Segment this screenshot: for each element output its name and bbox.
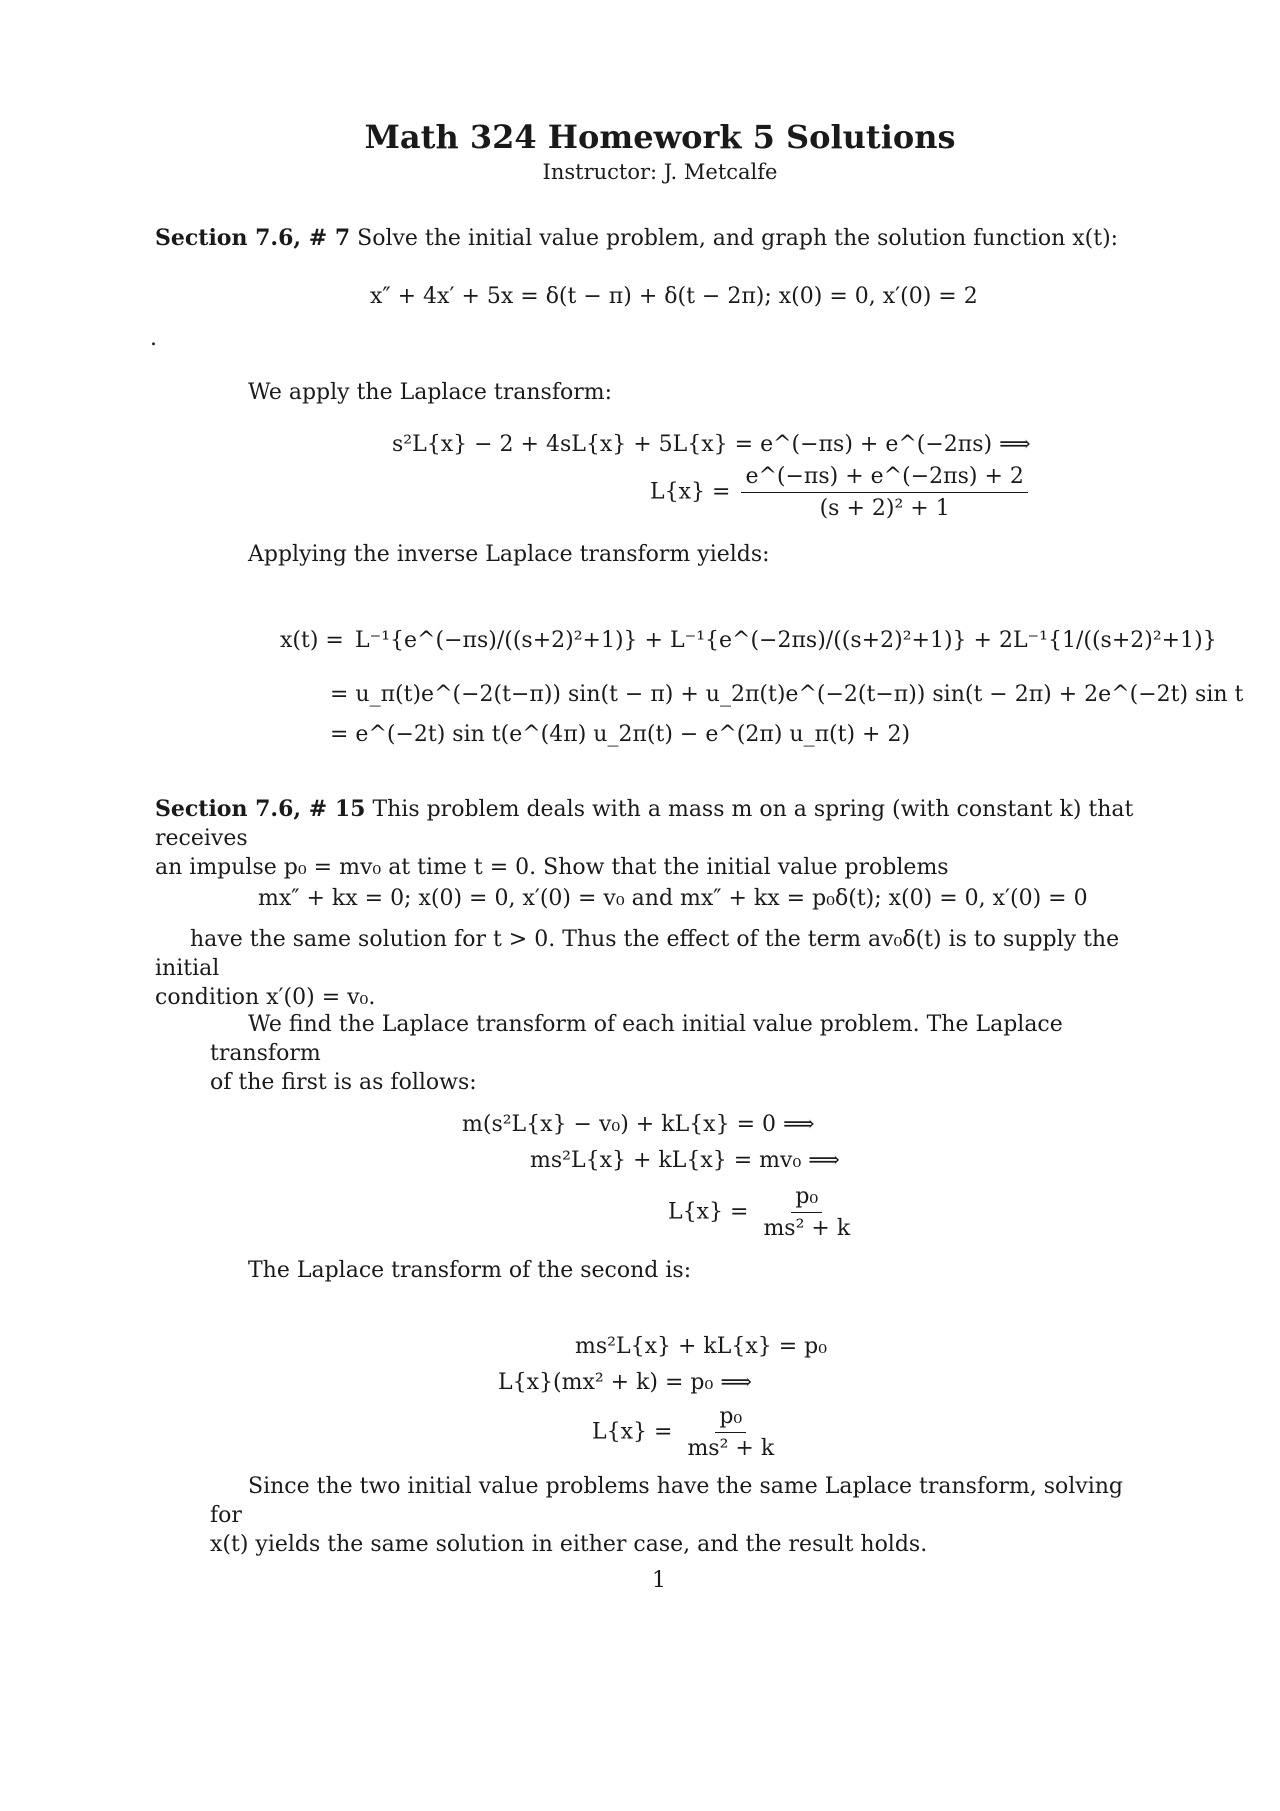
conclusion-text [210,1472,1130,1559]
first-transform-3-fraction [759,1184,854,1241]
instructor-line: Instructor: J. Metcalfe [542,160,778,184]
solution-line1: L⁻¹{e^(−πs)/((s+2)²+1)} + L⁻¹{e^(−2πs)/((s+2)²+1)} + 2L⁻¹{1/((s+2)²+1)} [355,628,1217,653]
problem2-equation: mx″ + kx = 0; x(0) = 0, x′(0) = v₀ and mx″ + kx = p₀δ(t); x(0) = 0, x′(0) = 0 [258,886,1088,911]
problem2-prompt-line1: This problem deals with a mass m on a spring (with constant k) that receives [155,797,1134,851]
fraction-denominator: ms² + k [687,1436,775,1461]
problem2-label: Section 7.6, # 15 [155,796,366,822]
second-transform-1: ms²L{x} + kL{x} = p₀ [575,1334,828,1359]
solution-line3: = e^(−2t) sin t(e^(4π) u_2π(t) − e^(2π) u_π(t) + 2) [330,722,911,747]
fraction-numerator: p₀ [715,1404,746,1433]
problem2-statement [155,795,1175,882]
conclusion-line2: x(t) yields the same solution in either case, and the result holds. [210,1532,928,1557]
first-transform-3 [668,1184,858,1241]
second-transform-text: The Laplace transform of the second is: [248,1258,692,1283]
fraction-denominator: (s + 2)² + 1 [819,496,950,521]
fraction-denominator: ms² + k [763,1216,851,1241]
second-transform-3 [592,1404,782,1461]
second-transform-3-fraction [683,1404,778,1461]
same-solution-line2: condition x′(0) = v₀. [155,985,376,1010]
apply-laplace-text: We apply the Laplace transform: [248,380,612,405]
problem1-label: Section 7.6, # 7 [155,225,351,251]
laplace-step2-fraction [741,464,1027,521]
second-transform-2: L{x}(mx² + k) = p₀ ⟹ [498,1370,752,1395]
first-transform-1: m(s²L{x} − v₀) + kL{x} = 0 ⟹ [462,1112,815,1137]
inverse-laplace-text: Applying the inverse Laplace transform yields: [248,542,770,567]
find-laplace-line1: We find the Laplace transform of each initial value problem. The Laplace transform [210,1012,1063,1066]
conclusion-line1: Since the two initial value problems have the same Laplace transform, solving for [210,1474,1123,1528]
problem1-prompt: Solve the initial value problem, and graph the solution function x(t): [357,226,1119,251]
same-solution-line1: have the same solution for t > 0. Thus the effect of the term av₀δ(t) is to supply the initial [155,927,1120,981]
solution-line2: = u_π(t)e^(−2(t−π)) sin(t − π) + u_2π(t)e^(−2(t−π)) sin(t − 2π) + 2e^(−2t) sin t [330,682,1244,707]
problem1-equation: x″ + 4x′ + 5x = δ(t − π) + δ(t − 2π); x(0) = 0, x′(0) = 2 [370,284,978,309]
same-solution-text [155,925,1175,1012]
laplace-step2-lhs: L{x} = [650,479,731,505]
problem2-prompt-line2: an impulse p₀ = mv₀ at time t = 0. Show that the initial value problems [155,855,949,880]
solution-lhs: x(t) = [280,628,344,653]
page-number: 1 [652,1568,666,1593]
first-transform-2: ms²L{x} + kL{x} = mv₀ ⟹ [530,1148,840,1173]
fraction-numerator: p₀ [791,1184,822,1213]
find-laplace-text [210,1010,1130,1097]
second-transform-3-lhs: L{x} = [592,1419,673,1445]
fraction-numerator: e^(−πs) + e^(−2πs) + 2 [741,464,1027,493]
find-laplace-line2: of the first is as follows: [210,1070,477,1095]
first-transform-3-lhs: L{x} = [668,1199,749,1225]
problem1-statement [155,224,1175,253]
stray-dot: . [150,326,157,351]
document-title: Math 324 Homework 5 Solutions [364,118,956,156]
laplace-step2 [650,464,1032,521]
laplace-step1: s²L{x} − 2 + 4sL{x} + 5L{x} = e^(−πs) + e^(−2πs) ⟹ [392,432,1031,457]
